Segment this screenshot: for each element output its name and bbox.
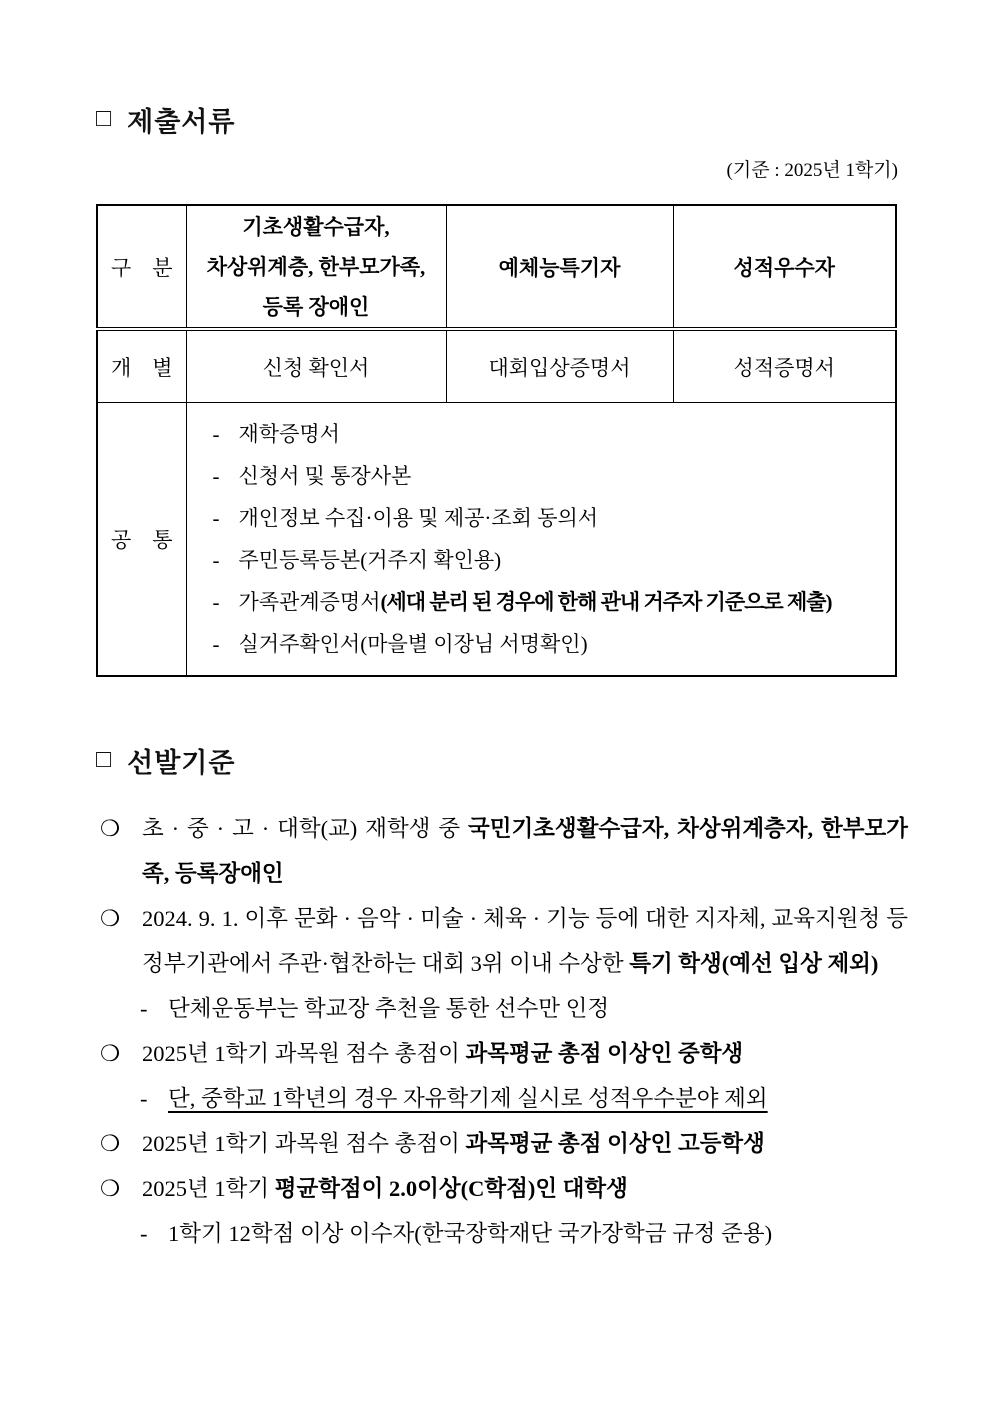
- cell-individual-2: 대회입상증명서: [446, 329, 673, 403]
- common-doc-item: - 신청서 및 통장사본: [212, 464, 412, 488]
- header-line: 등록 장애인: [262, 294, 370, 319]
- criteria-subitem: - 1학기 12학점 이상 이수자(한국장학재단 국가장학금 규정 준용): [96, 1211, 908, 1256]
- criteria-list: [96, 806, 908, 1256]
- dash-bullet-icon: -: [140, 1086, 148, 1111]
- criteria-item: ❍ 2025년 1학기 과목원 점수 총점이 과목평균 총점 이상인 고등학생: [96, 1121, 908, 1166]
- circle-bullet-icon: ❍: [100, 816, 121, 841]
- common-doc-item: - 개인정보 수집·이용 및 제공·조회 동의서: [212, 506, 599, 530]
- common-doc-item: - 가족관계증명서(세대 분리 된 경우에 한해 관내 거주자 기준으로 제출): [212, 590, 832, 614]
- criteria-subitem: - 단체운동부는 학교장 추천을 통한 선수만 인정: [96, 986, 908, 1031]
- basis-note: (기준 : 2025년 1학기): [726, 160, 898, 181]
- cell-individual-3: 성적증명서: [673, 329, 896, 403]
- table-header-row: [97, 205, 896, 329]
- criteria-heading-text: 선발기준: [127, 748, 236, 778]
- common-doc-item: - 주민등록등본(거주지 확인용): [212, 548, 502, 572]
- cell-common-documents: [186, 403, 896, 677]
- submission-table: [96, 204, 897, 677]
- section-heading-submission: [96, 100, 898, 139]
- dash-bullet-icon: -: [140, 1221, 148, 1246]
- circle-bullet-icon: ❍: [100, 1176, 121, 1201]
- circle-bullet-icon: ❍: [100, 906, 121, 931]
- table-row-common: [97, 403, 896, 677]
- criteria-subitem: - 단, 중학교 1학년의 경우 자유학기제 실시로 성적우수분야 제외: [96, 1076, 908, 1121]
- circle-bullet-icon: ❍: [100, 1041, 121, 1066]
- submission-heading-text: 제출서류: [127, 107, 236, 137]
- row-label-individual: 개 별: [97, 329, 186, 403]
- common-doc-item: - 실거주확인서(마을별 이장님 서명확인): [212, 632, 588, 656]
- circle-bullet-icon: ❍: [100, 1131, 121, 1156]
- row-label-common: 공 통: [97, 403, 186, 677]
- criteria-item: ❍ 초 · 중 · 고 · 대학(교) 재학생 중 국민기초생활수급자, 차상위계층자, 한부모가족, 등록장애인: [96, 806, 908, 896]
- table-row-individual: [97, 329, 896, 403]
- dash-bullet-icon: -: [140, 996, 148, 1021]
- common-doc-item: - 재학증명서: [212, 422, 340, 446]
- header-line: 차상위계층, 한부모가족,: [206, 254, 426, 279]
- cell-individual-1: 신청 확인서: [186, 329, 446, 403]
- criteria-item: ❍ 2025년 1학기 과목원 점수 총점이 과목평균 총점 이상인 중학생: [96, 1031, 908, 1076]
- section-heading-criteria: [96, 741, 898, 780]
- criteria-item: ❍ 2024. 9. 1. 이후 문화 · 음악 · 미술 · 체육 · 기능 등에 대한 지자체, 교육지원청 등 정부기관에서 주관·협찬하는 대회 3위 이내 수상한 특기 학생(예선 입상 제외): [96, 896, 908, 986]
- table-corner-cell: 구 분: [97, 205, 186, 329]
- square-bullet-icon: □: [96, 745, 113, 773]
- header-cell-arts-sports: 예체능특기자: [446, 205, 673, 329]
- header-cell-basic-livelihood: [186, 205, 446, 329]
- header-line: 기초생활수급자,: [242, 214, 390, 239]
- header-cell-academic: 성적우수자: [673, 205, 896, 329]
- criteria-item: ❍ 2025년 1학기 평균학점이 2.0이상(C학점)인 대학생: [96, 1166, 908, 1211]
- square-bullet-icon: □: [96, 104, 113, 132]
